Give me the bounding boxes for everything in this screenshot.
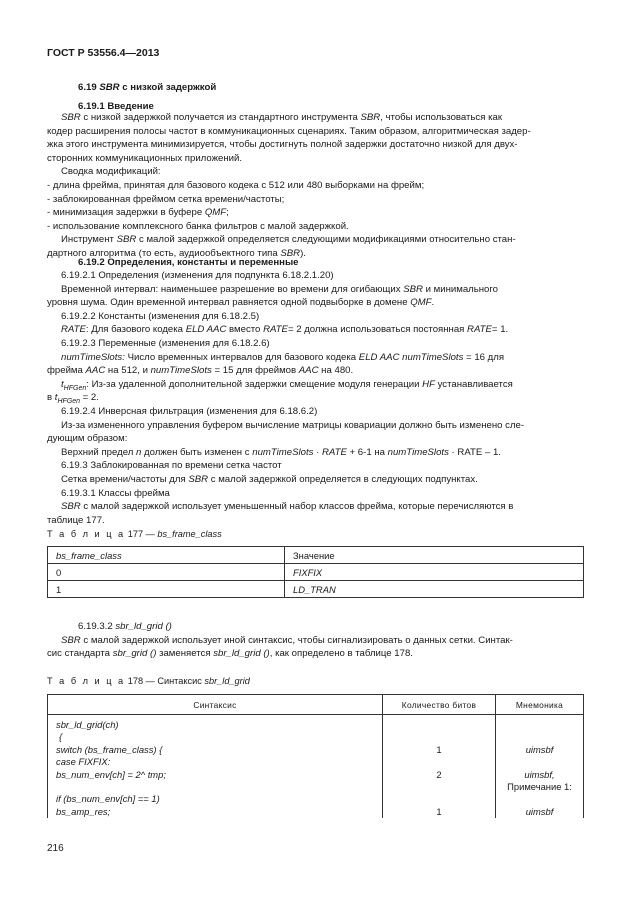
table-177-caption: Т а б л и ц а 177 — bs_frame_class xyxy=(47,529,222,539)
table-header-cell: Мнемоника xyxy=(496,695,584,715)
text-line: numTimeSlots: Число временных интервалов для базового кодека ELD AAC numTimeSlots = 16 для xyxy=(61,351,505,363)
text-line: Инструмент SBR с малой задержкой определяется следующими модификациями относительно стан- xyxy=(61,234,516,246)
section-6-19-1-heading: 6.19.1 Введение xyxy=(78,101,154,112)
cell-line xyxy=(391,756,487,768)
table-178 xyxy=(47,694,584,818)
text-line: RATE: Для базового кодека ELD AAC вместо RATE= 2 должна использоваться постоянная RATE= 1. xyxy=(61,324,509,336)
cell-line xyxy=(391,793,487,805)
cell-line xyxy=(56,781,374,793)
cell-line xyxy=(504,793,575,805)
mnemonic-cell xyxy=(496,715,584,819)
table-177 xyxy=(47,546,584,598)
table-cell: 1 xyxy=(48,581,285,598)
text-line: 6.19.2.1 Определения (изменения для подпункта 6.18.2.1.20) xyxy=(61,270,334,281)
text-line: уровня шума. Один временной интервал равняется одной подвыборке в домене QMF. xyxy=(47,297,435,309)
cell-line xyxy=(391,719,487,731)
table-cell: FIXFIX xyxy=(285,564,584,581)
cell-line xyxy=(391,781,487,793)
table-row xyxy=(48,564,584,581)
text-line: сис стандарта sbr_grid () заменяется sbr_ld_grid (), как определено в таблице 178. xyxy=(47,648,413,660)
text-line: жка этого инструмента минимизируется, чтобы достигнуть полной задержки достаточно низкой для двух- xyxy=(47,139,518,151)
cell-line: switch (bs_frame_class) { xyxy=(56,743,163,755)
text-line: - минимизация задержки в буфере QMF; xyxy=(47,207,229,219)
table-177-header-row xyxy=(48,547,584,564)
cell-line: 1 xyxy=(436,805,442,817)
cell-line: if (bs_num_env[ch] == 1) xyxy=(56,793,160,805)
text-line: SBR с малой задержкой использует иной синтаксис, чтобы сигнализировать о данных сетки. Синтак- xyxy=(61,634,513,646)
text-line: Из-за измененного управления буфером вычисление матрицы ковариации должно быть изменено сле- xyxy=(61,419,525,431)
text-line: Верхний предел n должен быть изменен с numTimeSlots · RATE + 6-1 на numTimeSlots · RATE – 1. xyxy=(61,446,501,458)
text-line: 6.19.2.4 Инверсная фильтрация (изменения для 6.18.6.2) xyxy=(61,406,318,417)
text-line: - длина фрейма, принятая для базового кодека с 512 или 480 выборками на фрейм; xyxy=(47,180,425,191)
table-header-cell: Количество битов xyxy=(383,695,496,715)
section-6-19-2-heading: 6.19.2 Определения, константы и переменные xyxy=(78,257,299,268)
syntax-cell xyxy=(48,715,383,819)
cell-line: uimsbf xyxy=(525,743,554,755)
cell-line: bs_amp_res; xyxy=(56,805,111,817)
table-header-cell: bs_frame_class xyxy=(48,547,285,564)
page-number: 216 xyxy=(47,843,64,854)
text-line: SBR с малой задержкой использует уменьшенный набор классов фрейма, которые перечисляются в xyxy=(61,501,514,513)
document-header: ГОСТ Р 53556.4—2013 xyxy=(47,47,160,59)
cell-line xyxy=(391,731,487,743)
table-cell: 0 xyxy=(48,564,285,581)
text-line: - использование комплексного банка фильтров с малой задержкой. xyxy=(47,220,349,232)
text-line: Сводка модификаций: xyxy=(61,166,161,178)
cell-line xyxy=(504,731,575,743)
table-cell: LD_TRAN xyxy=(285,581,584,598)
cell-line: bs_num_env[ch] = 2^ tmp; xyxy=(56,768,166,780)
text-line: 6.19.2.3 Переменные (изменения для 6.18.2.6) xyxy=(61,338,270,349)
text-line: дующим образом: xyxy=(47,433,128,445)
text-line: фрейма AAC на 512, и numTimeSlots = 15 для фреймов AAC на 480. xyxy=(47,365,354,377)
text-line: $t_{HFGen}$: Из-за удаленной дополнительной задержки смещение модуля генерации HF устанавливается xyxy=(61,378,513,392)
text-line: дартного алгоритма (то есть, аудиообъектного типа SBR). xyxy=(47,248,306,259)
cell-line: sbr_ld_grid(ch) xyxy=(56,719,119,730)
text-line: кодер расширения полосы частот в коммуникационных сценариях. Таким образом, алгоритмическая задер- xyxy=(47,125,531,137)
table-header-cell: Значение xyxy=(285,547,584,564)
table-178-header-row xyxy=(48,695,584,715)
text-line: в $t_{HFGen} = 2$. xyxy=(47,392,99,406)
cell-line: 2 xyxy=(436,768,442,780)
cell-line: { xyxy=(59,731,63,743)
text-line: Временной интервал: наименьшее разрешение во времени для огибающих SBR и минимального xyxy=(61,283,499,295)
text-line: сторонних коммуникационных приложений. xyxy=(47,152,243,164)
table-header-cell: Синтаксис xyxy=(48,695,383,715)
text-line: Сетка времени/частоты для SBR с малой задержкой определяется в следующих подпунктах. xyxy=(61,474,478,485)
table-row xyxy=(48,581,584,598)
table-row xyxy=(48,715,584,819)
cell-line xyxy=(504,719,575,731)
bits-cell xyxy=(383,715,496,819)
cell-line: 1 xyxy=(436,743,442,755)
section-6-19-heading: 6.19 SBR с низкой задержкой xyxy=(78,82,217,93)
text-line: 6.19.3 Заблокированная по времени сетка частот xyxy=(61,460,282,472)
cell-line xyxy=(504,756,575,768)
text-line: 6.19.2.2 Константы (изменения для 6.18.2.5) xyxy=(61,310,260,322)
cell-line: Примечание 1: xyxy=(507,780,572,792)
text-line: таблице 177. xyxy=(47,514,105,526)
text-line: - заблокированная фреймом сетка времени/частоты; xyxy=(47,193,285,205)
cell-line: uimsbf xyxy=(525,805,554,817)
table-178-caption: Т а б л и ц а 178 — Синтаксис sbr_ld_grid xyxy=(47,676,250,686)
cell-line: uimsbf, xyxy=(524,768,555,780)
text-line: 6.19.3.2 sbr_ld_grid () xyxy=(78,621,172,632)
cell-line: case FIXFIX: xyxy=(56,756,111,768)
text-line: 6.19.3.1 Классы фрейма xyxy=(61,487,170,499)
text-line: SBR с низкой задержкой получается из стандартного инструмента SBR, чтобы использоваться как xyxy=(61,112,503,123)
